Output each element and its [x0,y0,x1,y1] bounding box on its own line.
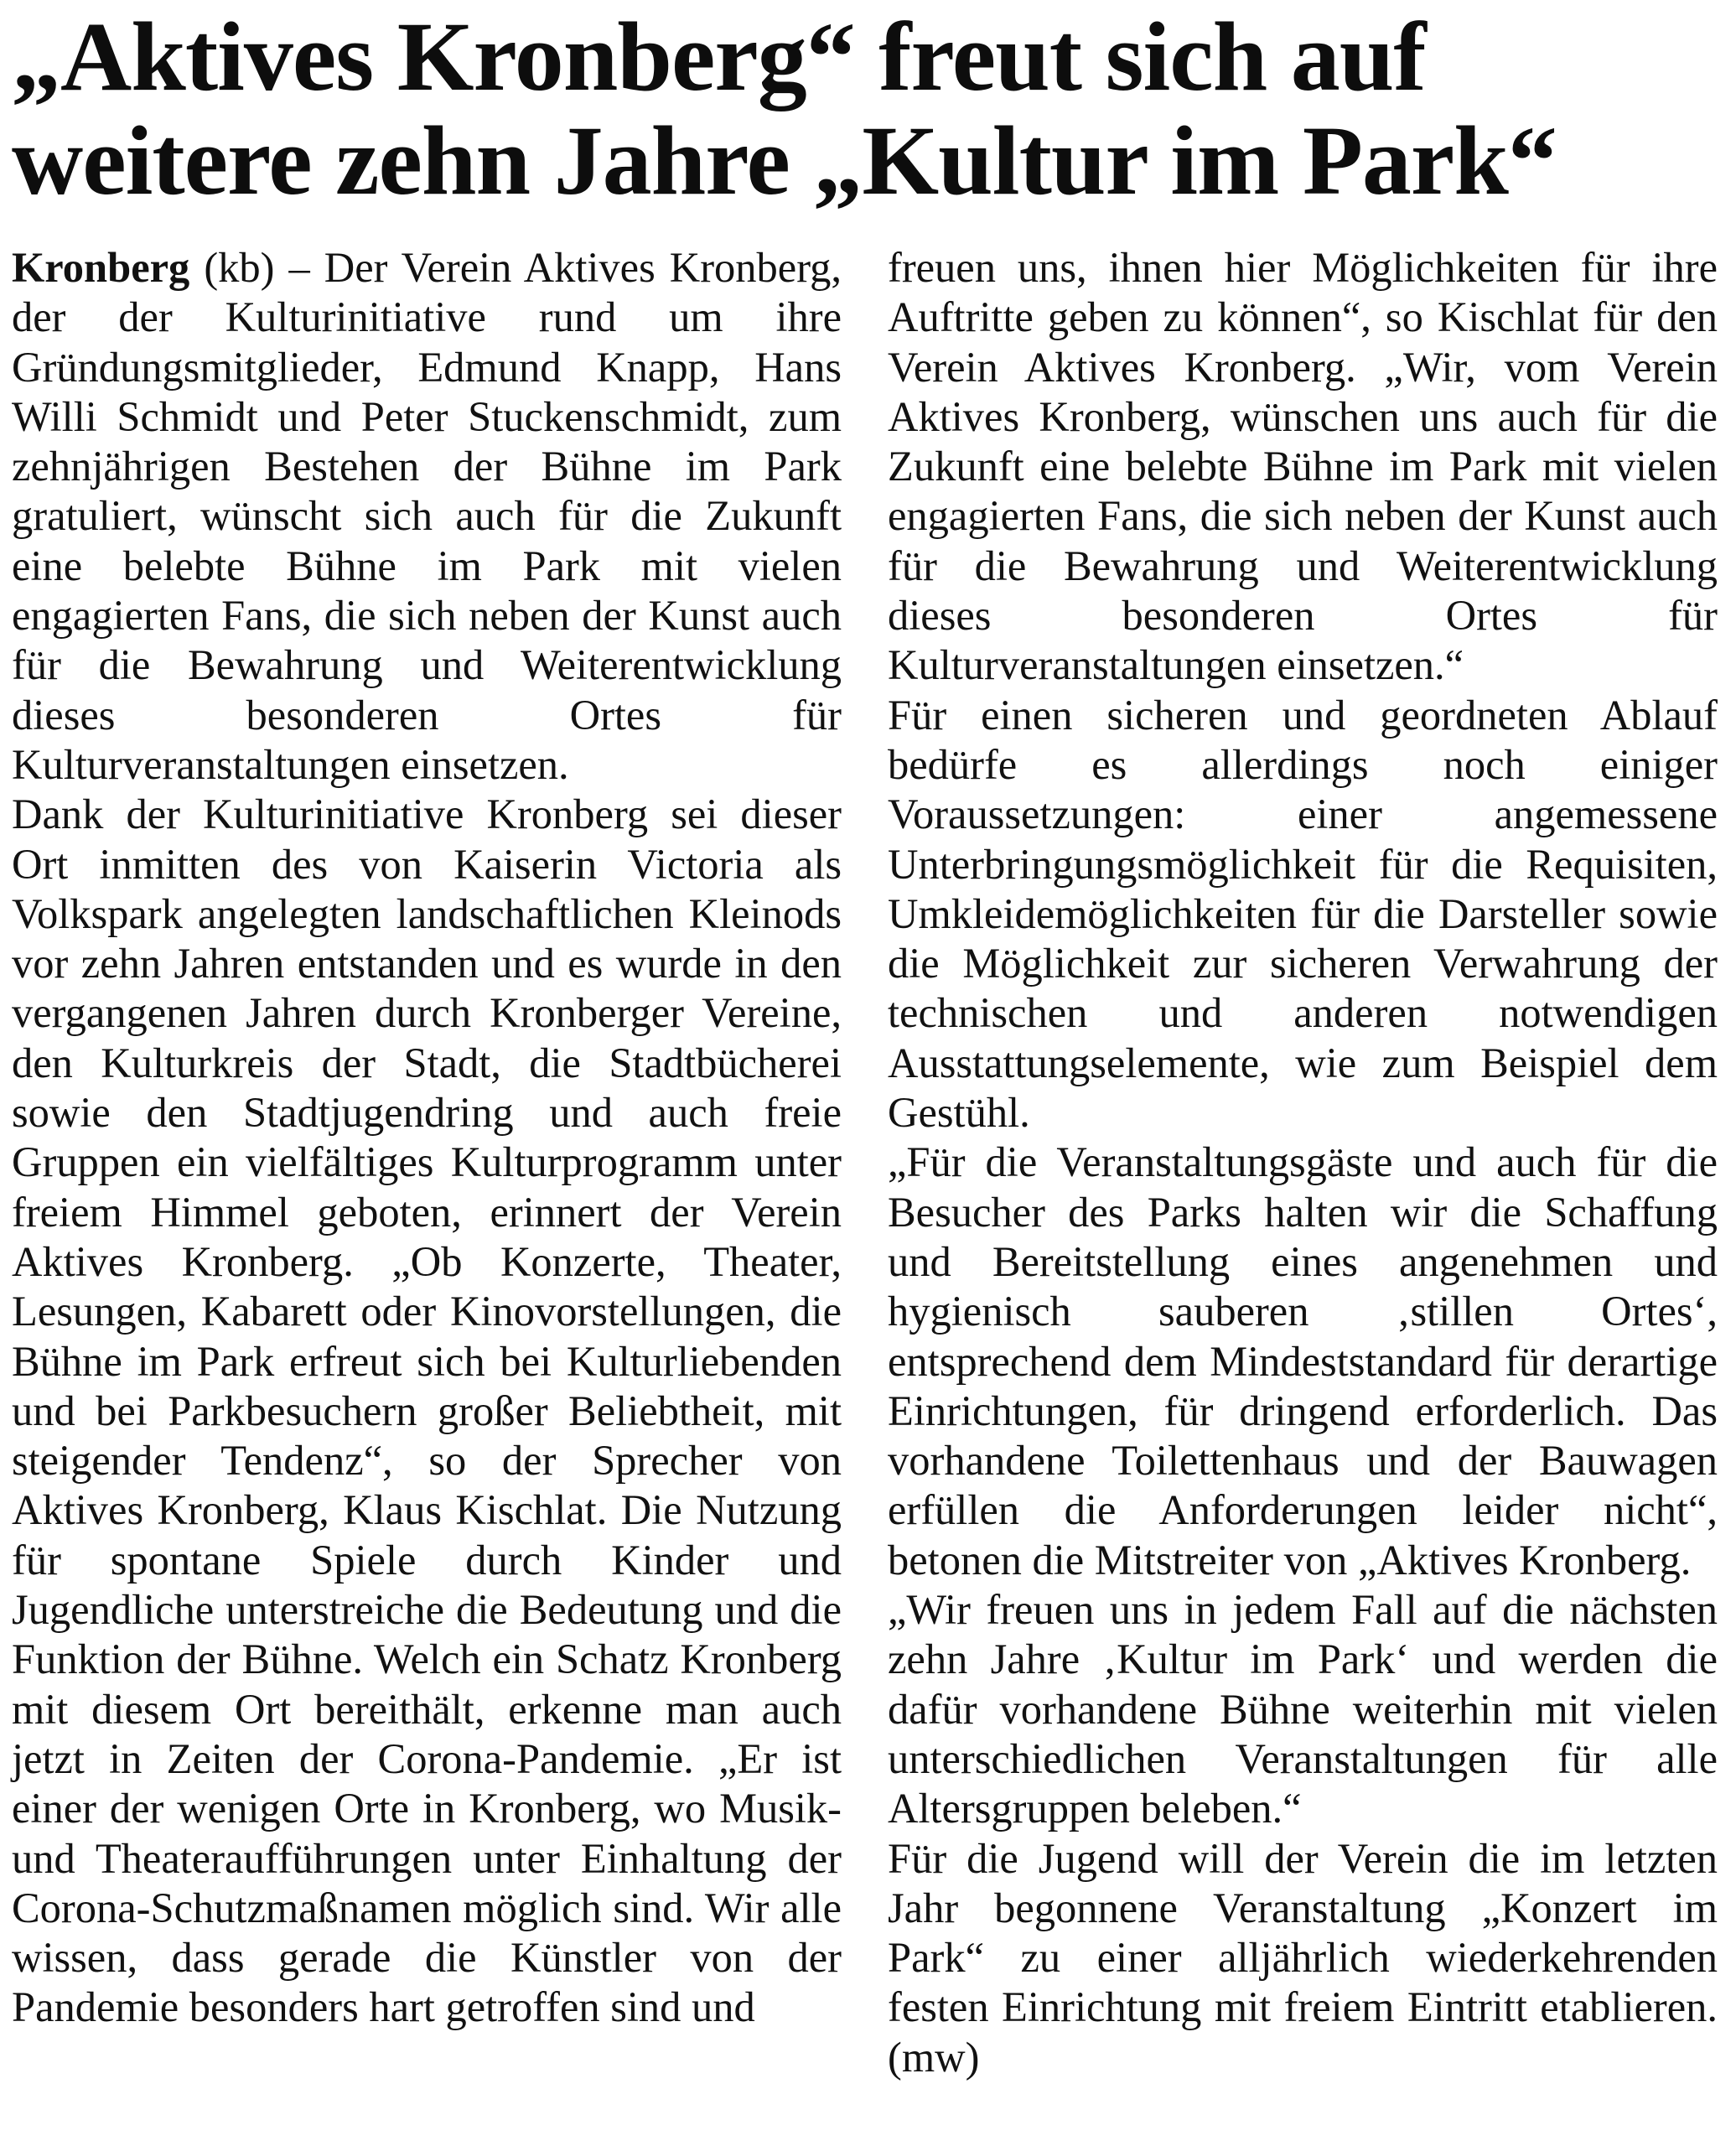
article-paragraph-2: Dank der Kulturinitiative Kronberg sei dieser Ort inmitten des von Kaiserin Victoria als Volkspark angelegten landschaftlichen Kleinods vor zehn Jahren entstanden und es wurde in den vergangenen Jahren durch Kronberger Vereine, den Kulturkreis der Stadt, die Stadtbücherei sowie den Stadtjugendring und auch freie Gruppen ein vielfältiges Kulturprogramm unter freiem Himmel geboten, erinnert der Verein Aktives Kronberg. „Ob Konzerte, Theater, Lesungen, Kabarett oder Kinovorstellungen, die Bühne im Park erfreut sich bei Kulturliebenden und bei Parkbesuchern großer Beliebtheit, mit steigender Tendenz“, so der Sprecher von Aktives Kronberg, Klaus Kischlat. Die Nutzung für spontane Spiele durch Kinder und Jugendliche unterstreiche die Bedeutung und die Funktion der Bühne. Welch ein Schatz Kronberg mit diesem Ort bereithält, erkenne man auch jetzt in Zeiten der Corona-Pandemie. „Er ist einer der wenigen Orte in Kronberg, wo Musik- und Theateraufführungen unter Einhaltung der Corona-Schutzmaßnamen möglich sind. Wir alle wissen, dass gerade die Künstler von der Pandemie besonders hart getroffen sind und [12,790,842,2031]
article-dateline: Kronberg [12,244,190,291]
article-column-left [12,243,842,2082]
headline-line-1: „Aktives Kronberg“ freut sich auf [12,2,1426,111]
article-paragraph-6: „Wir freuen uns in jedem Fall auf die nächsten zehn Jahre ‚Kultur im Park‘ und werden die dafür vorhandene Bühne weiterhin mit vielen unterschiedlichen Veranstaltungen für alle Altersgruppen beleben.“ [888,1586,1718,1832]
article-headline [12,0,1718,213]
article-paragraph-4: Für einen sicheren und geordneten Ablauf bedürfe es allerdings noch einiger Voraussetzungen: einer angemessene Unterbringungsmöglichkeit für die Requisiten, Umkleidemöglichkeiten für die Darsteller sowie die Möglichkeit zur sicheren Verwahrung der technischen und anderen notwendigen Ausstattungselemente, wie zum Beispiel dem Gestühl. [888,691,1718,1137]
article-body [12,243,1718,2082]
article-paragraph-1 [12,243,842,790]
article-paragraph-3: freuen uns, ihnen hier Möglichkeiten für ihre Auftritte geben zu können“, so Kischlat für den Verein Aktives Kronberg. „Wir, vom Verein Aktives Kronberg, wünschen uns auch für die Zukunft eine belebte Bühne im Park mit vielen engagierten Fans, die sich neben der Kunst auch für die Bewahrung und Weiterentwicklung dieses besonderen Ortes für Kulturveranstaltungen einsetzen.“ [888,244,1718,689]
article-paragraph-7: Für die Jugend will der Verein die im letzten Jahr begonnene Veranstaltung „Konzert im Park“ zu einer alljährlich wiederkehrenden festen Einrichtung mit freiem Eintritt etablieren. (mw) [888,1834,1718,2081]
paragraph-1-text: (kb) – Der Verein Aktives Kronberg, der der Kulturinitiative rund um ihre Gründungsmitglieder, Edmund Knapp, Hans Willi Schmidt und Peter Stuckenschmidt, zum zehnjährigen Bestehen der Bühne im Park gratuliert, wünscht sich auch für die Zukunft eine belebte Bühne im Park mit vielen engagierten Fans, die sich neben der Kunst auch für die Bewahrung und Weiterentwicklung dieses besonderen Ortes für Kulturveranstaltungen einsetzen. [12,244,842,788]
article-paragraph-5: „Für die Veranstaltungsgäste und auch für die Besucher des Parks halten wir die Schaffung und Bereitstellung eines angenehmen und hygienisch sauberen ‚stillen Ortes‘, entsprechend dem Mindeststandard für derartige Einrichtungen, für dringend erforderlich. Das vorhandene Toilettenhaus und der Bauwagen erfüllen die Anforderungen leider nicht“, betonen die Mitstreiter von „Aktives Kronberg. [888,1138,1718,1584]
article-column-right [888,243,1718,2082]
headline-line-2: weitere zehn Jahre „Kultur im Park“ [12,106,1557,215]
